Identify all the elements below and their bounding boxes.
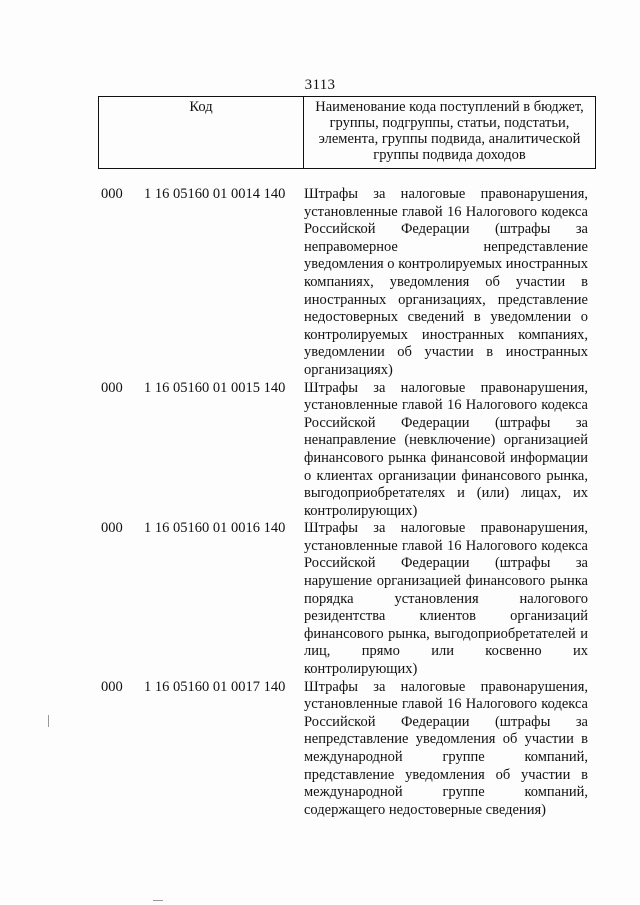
row-description — [304, 186, 588, 380]
row-revenue-code: 1 16 05160 01 0017 140 — [144, 678, 286, 695]
row-admin-code: 000 — [101, 520, 123, 537]
row-admin-code: 000 — [101, 186, 123, 202]
description-line: контролирующих) — [304, 502, 418, 519]
description-line: нарушение организацией финансового рынка — [304, 573, 588, 590]
description-line: установленные главой 16 Налогового кодекса — [304, 696, 588, 713]
row-admin-code: 000 — [101, 678, 123, 695]
header-code-cell: Код — [99, 97, 304, 169]
description-line: Российской Федерации (штрафы за — [304, 555, 588, 572]
description-line: контролирующих) — [304, 661, 418, 678]
description-line: компаниях, уведомления об участии в — [304, 273, 588, 290]
description-line: недостоверных сведений в уведомлении о — [304, 309, 588, 326]
description-line: резидентства клиентов организаций — [304, 608, 588, 625]
description-line: лиц, прямо или косвенно их — [304, 643, 588, 660]
description-line: о клиентах организации финансового рынка, — [304, 467, 588, 484]
page-number: 3113 — [304, 77, 336, 93]
description-line: неправомерное непредставление — [304, 238, 588, 255]
description-line: установленные главой 16 Налогового кодекса — [304, 537, 588, 554]
scan-mark — [48, 715, 49, 727]
row-description — [304, 679, 588, 820]
row-description — [304, 380, 588, 521]
description-line: установленные главой 16 Налогового кодекса — [304, 203, 588, 220]
header-name-cell: Наименование кода поступлений в бюджет, группы, подгруппы, статьи, подстатьи, элемента, группы подвида, аналитической группы подвида доходов — [304, 97, 596, 169]
description-line: международной группе компаний, — [304, 749, 588, 765]
description-line: представление уведомления об участии в — [304, 766, 588, 783]
description-line: Российской Федерации (штрафы за — [304, 713, 588, 730]
description-line: установленные главой 16 Налогового кодекса — [304, 397, 588, 414]
description-line: Российской Федерации (штрафы за — [304, 221, 588, 238]
description-line: выгодоприобретателях и (или) лицах, их — [304, 485, 588, 502]
row-revenue-code: 1 16 05160 01 0014 140 — [144, 186, 286, 202]
description-line: непредставление уведомления об участии в — [304, 731, 588, 748]
scan-mark — [153, 900, 163, 901]
code-list — [0, 186, 640, 819]
code-row — [0, 380, 640, 521]
description-line: порядка установления налогового — [304, 590, 588, 607]
code-row — [0, 186, 640, 380]
description-line: ненаправление (невключение) организацией — [304, 432, 588, 449]
description-line: организациях) — [304, 361, 393, 378]
description-line: Российской Федерации (штрафы за — [304, 414, 588, 431]
description-line: Штрафы за налоговые правонарушения, — [304, 186, 588, 202]
description-line: Штрафы за налоговые правонарушения, — [304, 678, 588, 695]
description-line: уведомлении об участии в иностранных — [304, 344, 588, 361]
row-description — [304, 520, 588, 678]
description-line: Штрафы за налоговые правонарушения, — [304, 520, 588, 537]
row-admin-code: 000 — [101, 379, 123, 396]
description-line: Штрафы за налоговые правонарушения, — [304, 379, 588, 396]
description-line: международной группе компаний, — [304, 784, 588, 801]
row-revenue-code: 1 16 05160 01 0016 140 — [144, 520, 286, 537]
description-line: контролируемых иностранных компаниях, — [304, 326, 588, 343]
description-line: уведомления о контролируемых иностранных — [304, 256, 588, 273]
description-line: финансового рынка финансовой информации — [304, 449, 588, 466]
description-line: финансового рынка, выгодоприобретателей и — [304, 625, 588, 642]
code-row — [0, 679, 640, 820]
description-line: содержащего недостоверные сведения) — [304, 801, 546, 818]
header-table — [98, 96, 596, 169]
row-revenue-code: 1 16 05160 01 0015 140 — [144, 379, 286, 396]
description-line: иностранных организациях, представление — [304, 291, 588, 308]
code-row — [0, 520, 640, 678]
